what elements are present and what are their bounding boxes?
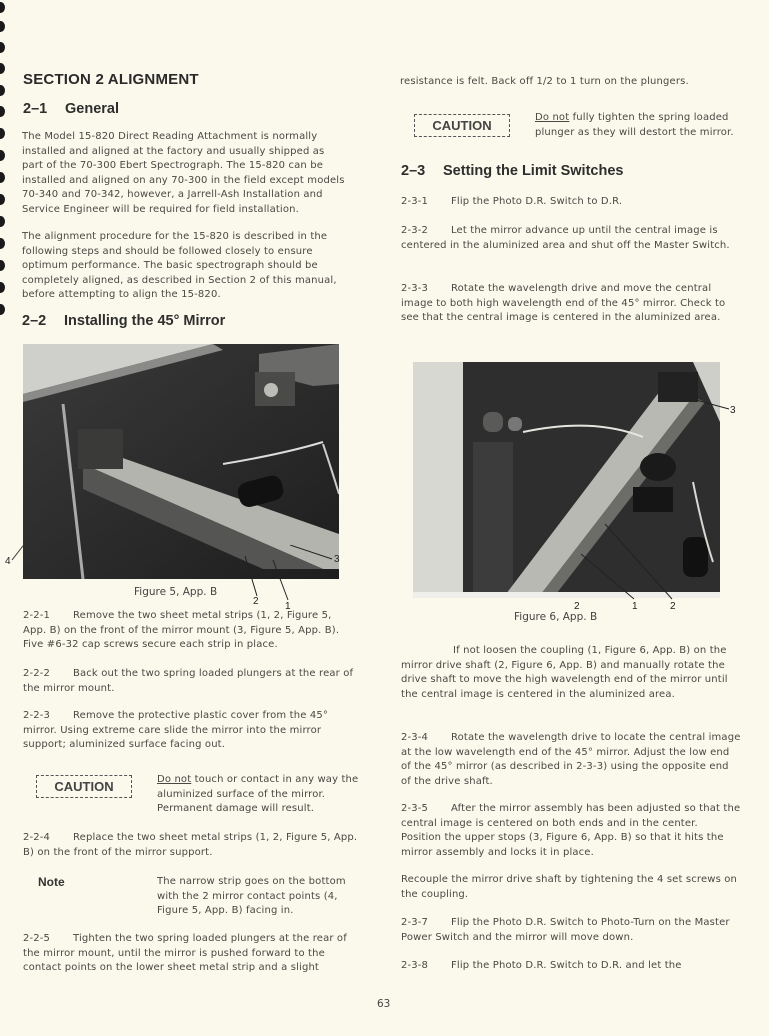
step-number: 2-3-4 bbox=[401, 732, 429, 743]
step-2-3-4 bbox=[401, 731, 741, 789]
step-2-3-3 bbox=[401, 282, 741, 326]
caution-body: touch or contact in any way the aluminized surface of the mirror. Permanent damage will result. bbox=[157, 774, 359, 815]
caution-text bbox=[535, 111, 735, 140]
figure-5-leader-4 bbox=[11, 540, 27, 562]
figure-5-callout-1: 1 bbox=[285, 601, 291, 612]
paragraph-general-2: The alignment procedure for the 15-820 is described in the following steps and should be followed closely to ensure optimum performance. The basic spectrograph should be completely aligned, as described in Section 2 of this manual, before attempting to align the 15-820. bbox=[22, 231, 337, 301]
step-number: 2-2-1 bbox=[23, 610, 51, 621]
step-2-2-5 bbox=[23, 932, 358, 976]
step-2-3-1 bbox=[401, 195, 741, 210]
step-2-2-1 bbox=[23, 609, 358, 653]
step-2-2-2 bbox=[23, 667, 358, 696]
step-text: Replace the two sheet metal strips (1, 2, Figure 5, App. B) on the front of the mirror support. bbox=[23, 832, 358, 858]
figure-5-caption: Figure 5, App. B bbox=[134, 586, 218, 598]
figure-6-callout-3: 3 bbox=[730, 405, 736, 416]
heading-text: Setting the Limit Switches bbox=[443, 163, 624, 179]
figure-6-callout-1: 1 bbox=[632, 601, 638, 612]
heading-number: 2–2 bbox=[22, 313, 47, 329]
step-text: Back out the two spring loaded plungers at the rear of the mirror mount. bbox=[23, 668, 354, 694]
caution-body: fully tighten the spring loaded plunger as they will destort the mirror. bbox=[535, 112, 734, 138]
note-text: The narrow strip goes on the bottom with the 2 mirror contact points (4, Figure 5, App. B) facing in. bbox=[157, 876, 346, 917]
heading-limit-switches bbox=[401, 163, 623, 179]
figure-6-leader-2 bbox=[604, 523, 674, 601]
heading-general bbox=[23, 101, 119, 117]
paragraph-loosen-coupling: If not loosen the coupling (1, Figure 6, App. B) on the mirror drive shaft (2, Figure 6, App. B) and manually rotate the drive shaft to move the high wavelength end of the mirror until the central image is centered in the aluminized area. bbox=[401, 645, 728, 700]
step-number: 2-3-7 bbox=[401, 917, 429, 928]
step-number: 2-3-3 bbox=[401, 283, 429, 294]
step-2-3-2 bbox=[401, 224, 741, 253]
step-text: After the mirror assembly has been adjusted so that the central image is centered on both ends and in the center. Position the upper stops (3, Figure 6, App. B) so that it hits the mirror assembly and locks it in place. bbox=[401, 803, 741, 858]
figure-5-image bbox=[23, 344, 339, 579]
continuation-text: resistance is felt. Back off 1/2 to 1 turn on the plungers. bbox=[400, 76, 689, 87]
heading-text: Installing the 45° Mirror bbox=[64, 313, 226, 329]
heading-mirror bbox=[22, 313, 225, 329]
note-label: Note bbox=[38, 875, 65, 889]
figure-5-callout-2: 2 bbox=[253, 596, 259, 607]
paragraph-recouple: Recouple the mirror drive shaft by tightening the 4 set screws on the coupling. bbox=[401, 874, 738, 900]
heading-number: 2–1 bbox=[23, 101, 48, 117]
section-title: SECTION 2 ALIGNMENT bbox=[23, 71, 199, 88]
caution-badge: CAUTION bbox=[414, 114, 510, 137]
figure-6-callout-2a: 2 bbox=[574, 601, 580, 612]
figure-5-callout-3: 3 bbox=[334, 554, 340, 565]
step-number: 2-2-3 bbox=[23, 710, 51, 721]
step-2-3-7 bbox=[401, 916, 741, 945]
step-2-2-3 bbox=[23, 709, 358, 753]
step-text: Flip the Photo D.R. Switch to D.R. and let the bbox=[451, 960, 682, 971]
figure-5-callout-4: 4 bbox=[5, 556, 11, 567]
caution-badge: CAUTION bbox=[36, 775, 132, 798]
step-number: 2-3-1 bbox=[401, 196, 429, 207]
figure-6-leader-3 bbox=[685, 395, 731, 413]
step-2-3-8 bbox=[401, 959, 741, 974]
figure-5-photo bbox=[23, 344, 339, 579]
caution-text bbox=[157, 773, 362, 817]
figure-5-leader-2 bbox=[244, 556, 260, 598]
step-text: Rotate the wavelength drive to locate the central image at the low wavelength end of the 45° mirror. Adjust the low end of the 45° mirror (as described in 2-3-3) using the opposite end of the drive shaft. bbox=[401, 732, 741, 787]
caution-emphasis: Do not bbox=[535, 112, 570, 123]
step-number: 2-3-2 bbox=[401, 225, 429, 236]
step-text: Rotate the wavelength drive and move the central image to both high wavelength end of the 45° mirror. Check to see that the central image is centered in the aluminized area. bbox=[401, 283, 726, 324]
step-2-2-4 bbox=[23, 831, 358, 860]
figure-5-leader-3 bbox=[290, 545, 334, 561]
figure-6-caption: Figure 6, App. B bbox=[514, 611, 598, 623]
paragraph-general-1: The Model 15-820 Direct Reading Attachment is normally installed and aligned at the factory and usually shipped as part of the 70-300 Ebert Spectrograph. The 15-820 can be installed and aligned on any 70-300 in the field except models 70-340 and 70-342, however, a Jarrell-Ash Installation and Service Engineer will be required for field installation. bbox=[22, 131, 345, 215]
step-text: Let the mirror advance up until the central image is centered in the aluminized area and shut off the Master Switch. bbox=[401, 225, 730, 251]
step-number: 2-2-5 bbox=[23, 933, 51, 944]
step-2-3-5 bbox=[401, 802, 741, 860]
step-text: Tighten the two spring loaded plungers at the rear of the mirror mount, until the mirror is pushed forward to the contact points on the lower sheet metal strip and a slight bbox=[23, 933, 347, 974]
caution-emphasis: Do not bbox=[157, 774, 192, 785]
step-number: 2-3-5 bbox=[401, 803, 429, 814]
figure-5-leader-1 bbox=[272, 560, 290, 602]
page-number: 63 bbox=[377, 998, 391, 1010]
step-number: 2-2-2 bbox=[23, 668, 51, 679]
binding-holes bbox=[0, 0, 8, 1036]
step-number: 2-2-4 bbox=[23, 832, 51, 843]
heading-text: General bbox=[65, 101, 119, 117]
step-number: 2-3-8 bbox=[401, 960, 429, 971]
step-text: Remove the protective plastic cover from the 45° mirror. Using extreme care slide the mirror into the mirror support; aluminized surface facing out. bbox=[23, 710, 329, 751]
heading-number: 2–3 bbox=[401, 163, 426, 179]
step-text: Flip the Photo D.R. Switch to D.R. bbox=[451, 196, 623, 207]
step-text: Remove the two sheet metal strips (1, 2, Figure 5, App. B) on the front of the mirror mount (3, Figure 5, App. B). Five #6-32 cap screws secure each strip in place. bbox=[23, 610, 340, 651]
step-text: Flip the Photo D.R. Switch to Photo-Turn on the Master Power Switch and the mirror will move down. bbox=[401, 917, 730, 943]
figure-6-callout-2b: 2 bbox=[670, 601, 676, 612]
